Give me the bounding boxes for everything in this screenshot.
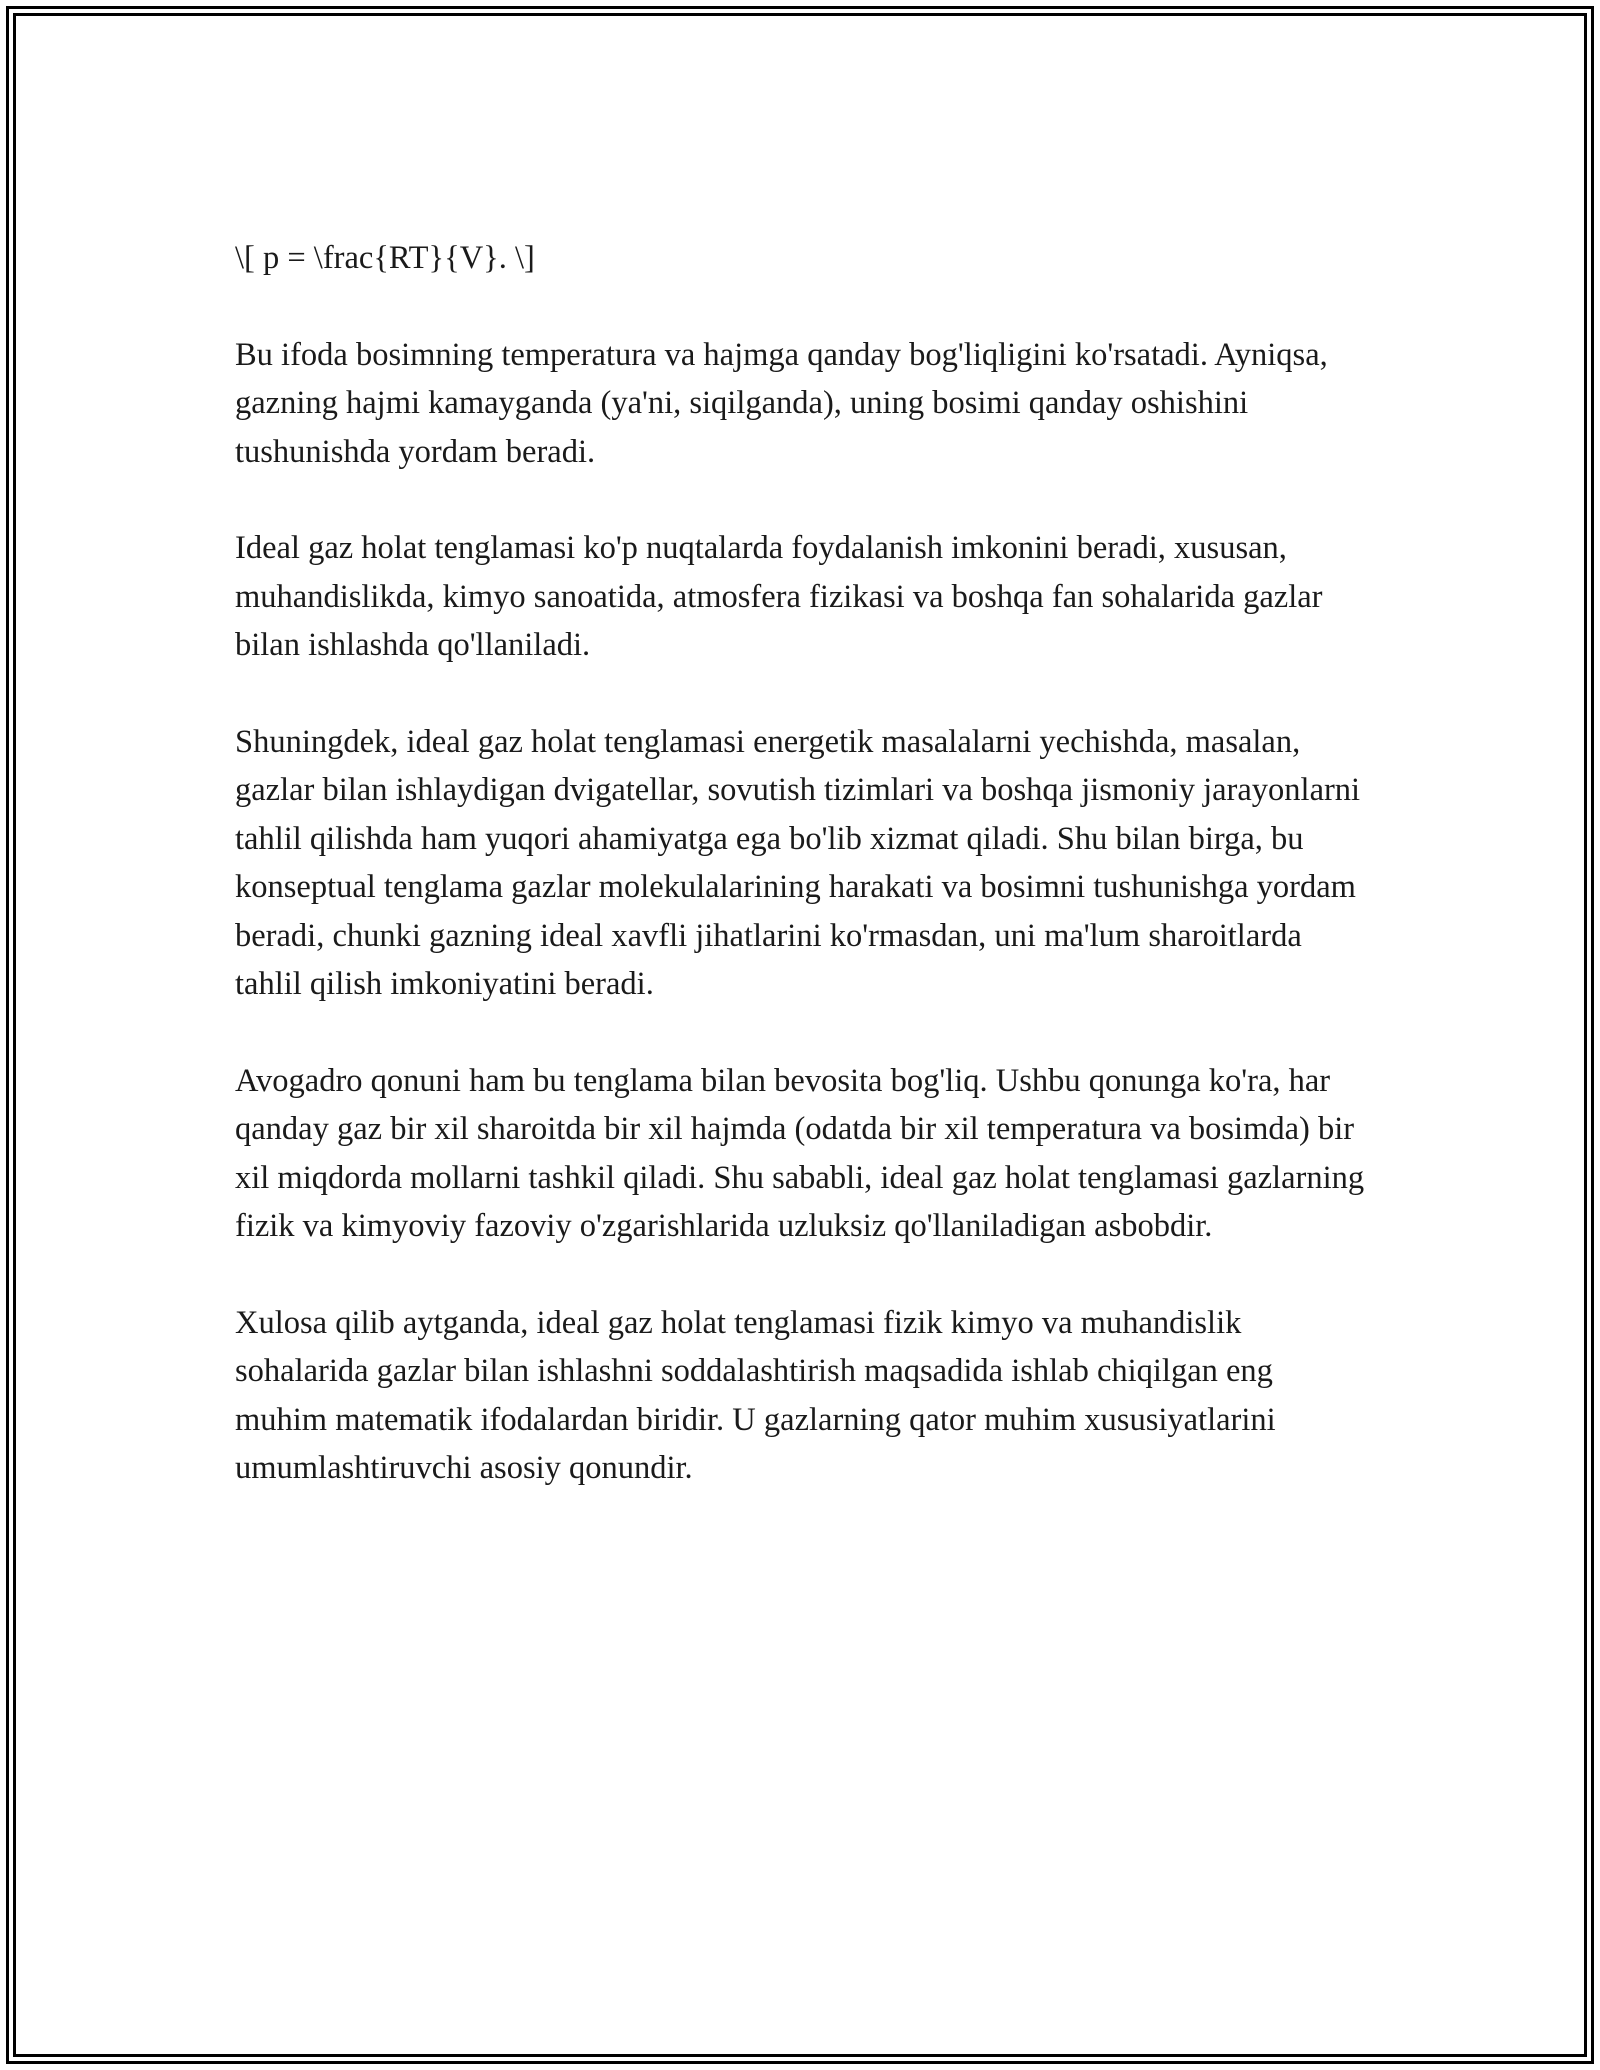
paragraph-energy-problems: Shuningdek, ideal gaz holat tenglamasi energetik masalalarni yechishda, masalan, gazlar bilan ishlaydigan dvigatellar, sovutish tizimlari va boshqa jismoniy jarayonlarni tahlil qilishda ham yuqori ahamiyatga ega bo'lib xizmat qiladi. Shu bilan birga, bu konseptual tenglama gazlar molekulalarining harakati va bosimni tushunishga yordam beradi, chunki gazning ideal xavfli jihatlarini ko'rmasdan, uni ma'lum sharoitlarda tahlil qilish imkoniyatini beradi.: [235, 724, 1361, 1003]
paragraph-pressure-dependence: Bu ifoda bosimning temperatura va hajmga qanday bog'liqligini ko'rsatadi. Ayniqsa, gazning hajmi kamayganda (ya'ni, siqilganda), uning bosimi qanday oshishini tushunishda yordam beradi.: [235, 336, 1328, 470]
document-body: [235, 234, 1365, 1541]
paragraph-conclusion: Xulosa qilib aytganda, ideal gaz holat tenglamasi fizik kimyo va muhandislik sohalarida gazlar bilan ishlashni soddalashtirish maqsadida ishlab chiqilgan eng muhim matematik ifodalardan biridir. U gazlarning qator muhim xususiyatlarini umumlashtiruvchi asosiy qonundir.: [235, 1304, 1276, 1487]
paragraph-applications: Ideal gaz holat tenglamasi ko'p nuqtalarda foydalanish imkonini beradi, xususan, muhandislikda, kimyo sanoatida, atmosfera fizikasi va boshqa fan sohalarida gazlar bilan ishlashda qo'llaniladi.: [235, 530, 1323, 664]
ideal-gas-formula: \[ p = \frac{RT}{V}. \]: [235, 240, 535, 276]
paragraph-avogadro-law: Avogadro qonuni ham bu tenglama bilan bevosita bog'liq. Ushbu qonunga ko'ra, har qanday gaz bir xil sharoitda bir xil hajmda (odatda bir xil temperatura va bosimda) bir xil miqdorda mollarni tashkil qiladi. Shu sababli, ideal gaz holat tenglamasi gazlarning fizik va kimyoviy fazoviy o'zgarishlarida uzluksiz qo'llaniladigan asbobdir.: [235, 1062, 1365, 1245]
